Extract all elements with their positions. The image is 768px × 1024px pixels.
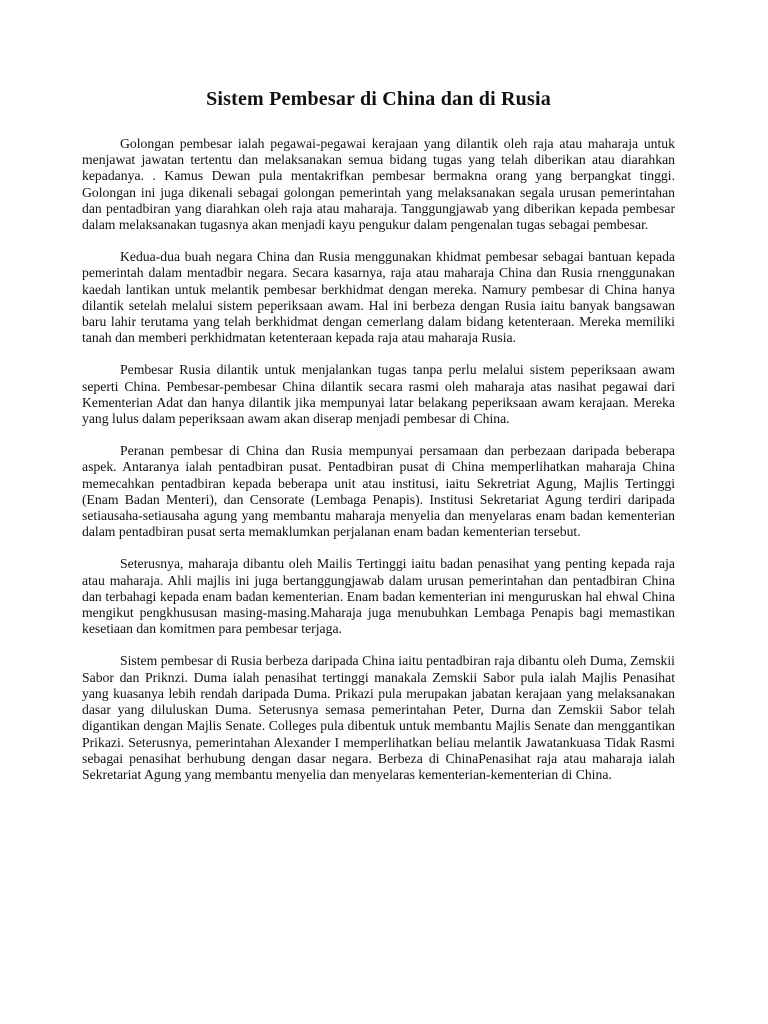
paragraph-5: Seterusnya, maharaja dibantu oleh Mailis Tertinggi iaitu badan penasihat yang penting kepada raja atau maharaja. Ahli majlis ini juga bertanggungjawab dalam urusan pemerintahan dan pentadbiran China dan terbahagi kepada enam badan kementerian. Enam badan kementerian ini menguruskan hal ehwal China mengikut pengkhususan masing-masing.Maharaja juga menubuhkan Lembaga Penapis bagi memastikan kesetiaan dan komitmen para pembesar terjaga.	[82, 556, 675, 637]
paragraph-4: Peranan pembesar di China dan Rusia mempunyai persamaan dan perbezaan daripada beberapa aspek. Antaranya ialah pentadbiran pusat. Pentadbiran pusat di China memperlihatkan maharaja China memecahkan pentadbiran kepada beberapa unit atau institusi, iaitu Sekretriat Agung, Majlis Tertinggi (Enam Badan Menteri), dan Censorate (Lembaga Penapis). Institusi Sekretariat Agung terdiri daripada setiausaha-setiausaha agung yang membantu maharaja menyelia dan menyelaras enam badan kementerian dalam pentadbiran pusat serta memaklumkan perjalanan enam badan kementerian tersebut.	[82, 443, 675, 540]
paragraph-1: Golongan pembesar ialah pegawai-pegawai kerajaan yang dilantik oleh raja atau maharaja untuk menjawat jawatan tertentu dan melaksanakan semua bidang tugas yang telah diberikan atau diarahkan kepadanya. . Kamus Dewan pula mentakrifkan pembesar bermakna orang yang berpangkat tinggi. Golongan ini juga dikenali sebagai golongan pemerintah yang melaksanakan segala urusan pemerintahan dan pentadbiran yang diarahkan oleh raja atau maharaja. Tanggungjawab yang diberikan kepada pembesar dalam melaksanakan tugasnya akan menjadi kayu pengukur dalam pengenalan tugas sebagai pembesar.	[82, 136, 675, 233]
paragraph-6: Sistem pembesar di Rusia berbeza daripada China iaitu pentadbiran raja dibantu oleh Duma, Zemskii Sabor dan Priknzi. Duma ialah penasihat tertinggi manakala Zemskii Sabor pula ialah Majlis Penasihat yang kuasanya lebih rendah daripada Duma. Prikazi pula merupakan jabatan kerajaan yang melaksanakan dasar yang diluluskan Duma. Seterusnya semasa pemerintahan Peter, Durna dan Zemskii Sabor telah digantikan dengan Majlis Senate. Colleges pula dibentuk untuk membantu Majlis Senate dan menggantikan Prikazi. Seterusnya, pemerintahan Alexander I memperlihatkan beliau melantik Jawatankuasa Tidak Rasmi sebagai penasihat berhubung dengan dasar negara. Berbeza di ChinaPenasihat raja atau maharaja ialah Sekretariat Agung yang membantu menyelia dan menyelaras kementerian-kementerian di China.	[82, 653, 675, 782]
paragraph-3: Pembesar Rusia dilantik untuk menjalankan tugas tanpa perlu melalui sistem peperiksaan awam seperti China. Pembesar-pembesar China dilantik secara rasmi oleh maharaja atas nasihat pegawai dari Kementerian Adat dan hanya dilantik jika mempunyai latar belakang peperiksaan awam kerajaan. Mereka yang lulus dalam peperiksaan awam akan diserap menjadi pembesar di China.	[82, 362, 675, 427]
document-title: Sistem Pembesar di China dan di Rusia	[206, 88, 551, 110]
paragraph-2: Kedua-dua buah negara China dan Rusia menggunakan khidmat pembesar sebagai bantuan kepada pemerintah dalam mentadbir negara. Secara kasarnya, raja atau maharaja China dan Rusia rnenggunakan kaedah lantikan untuk melantik pembesar berkhidmat dengan mereka. Namury pembesar di China hanya dilantik setelah melalui sistem peperiksaan awam. Hal ini berbeza dengan Rusia iaitu banyak bangsawan baru lahir terutama yang telah berkhidmat dengan cemerlang dalam bidang ketenteraan. Mereka memiliki tanah dan memberi perkhidmatan ketenteraan kepada raja atau maharaja Rusia.	[82, 249, 675, 346]
document-page	[82, 86, 675, 783]
